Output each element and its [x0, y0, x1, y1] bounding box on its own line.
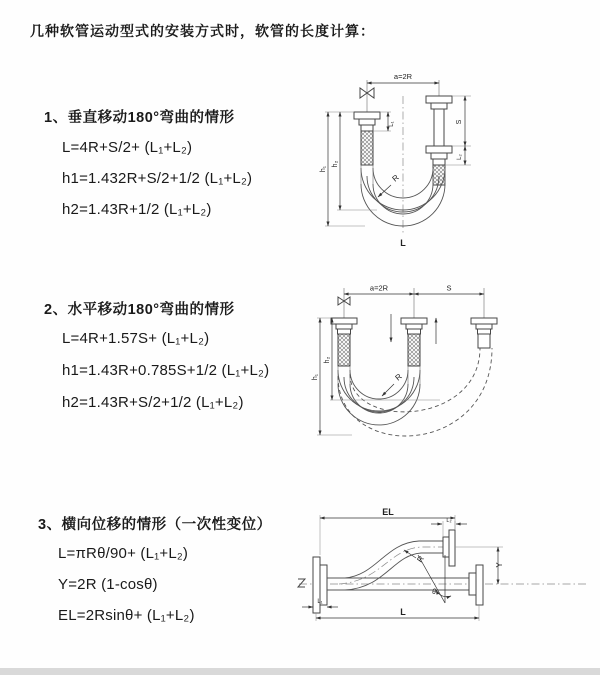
diagram-lateral-displacement — [293, 503, 593, 651]
angle-label: θ — [432, 589, 436, 596]
dim-a-label: a=2R — [393, 72, 413, 81]
section-3-formula-L: L=πRθ/90+ (L₁+L₂) — [58, 545, 189, 562]
dim-l2-label: L₂ — [457, 154, 463, 160]
dim-h1-label: h₁ — [320, 165, 327, 173]
section-1-formula-h2: h2=1.43R+1/2 (L₁+L₂) — [62, 201, 212, 218]
dim-h2-label: h₂ — [324, 356, 331, 364]
s-curve-hose — [339, 530, 455, 590]
section-3-formula-Y: Y=2R (1-cosθ) — [58, 576, 158, 593]
section-3-formula-EL: EL=2Rsinθ+ (L₁+L₂) — [58, 607, 195, 624]
diagram-vertical-180-bend — [305, 68, 515, 260]
extension-lines — [344, 288, 484, 318]
braided-hose — [361, 131, 373, 165]
dim-s-label: S — [446, 283, 452, 293]
dim-h1-label: h₁ — [312, 373, 319, 381]
section-1-formula-L: L=4R+S/2+ (L₁+L₂) — [62, 139, 193, 156]
dim-l1-label: L₁ — [389, 121, 395, 127]
dimension-lines — [302, 507, 504, 621]
right-flange — [469, 565, 483, 605]
length-label: L — [400, 238, 406, 248]
page-bottom-edge — [0, 668, 600, 675]
section-3-heading: 3、横向位移的情形（一次性变位） — [38, 517, 272, 533]
pipe-break-mark — [298, 579, 305, 587]
dim-l2-label: L₂ — [446, 518, 452, 524]
upper-flange-plate — [449, 530, 455, 566]
dim-a-label: a=2R — [369, 283, 389, 293]
angle-construction — [404, 550, 451, 603]
braided-hose — [338, 334, 350, 366]
flanged-connections — [331, 318, 497, 366]
right-pipe-assembly — [426, 80, 452, 185]
section-2-heading: 2、水平移动180°弯曲的情形 — [44, 302, 235, 318]
dim-l1-label: L₁ — [317, 599, 323, 605]
dim-h2-label: h₂ — [332, 160, 339, 168]
dim-s-label: S — [456, 119, 463, 125]
dim-el-label: EL — [382, 507, 394, 517]
left-pipe-assembly — [354, 80, 380, 165]
dim-l-label: L — [400, 607, 406, 617]
section-2-formula-h1: h1=1.43R+0.785S+1/2 (L₁+L₂) — [62, 362, 270, 379]
page-title: 几种软管运动型式的安装方式时，软管的长度计算： — [30, 23, 375, 39]
section-2-formula-h2: h2=1.43R+S/2+1/2 (L₁+L₂) — [62, 394, 244, 411]
dim-y-label: Y — [495, 562, 504, 568]
upper-flange-hub — [443, 537, 449, 557]
radius-label: R — [415, 554, 426, 565]
radius-label: R — [393, 371, 404, 383]
section-1-formula-h1: h1=1.432R+S/2+1/2 (L₁+L₂) — [62, 170, 253, 187]
section-2-formula-L: L=4R+1.57S+ (L₁+L₂) — [62, 330, 210, 347]
diagram-horizontal-180-bend — [300, 280, 540, 460]
radius-label: R — [390, 172, 401, 184]
section-1-heading: 1、垂直移动180°弯曲的情形 — [44, 110, 235, 126]
braided-hose — [408, 334, 420, 366]
